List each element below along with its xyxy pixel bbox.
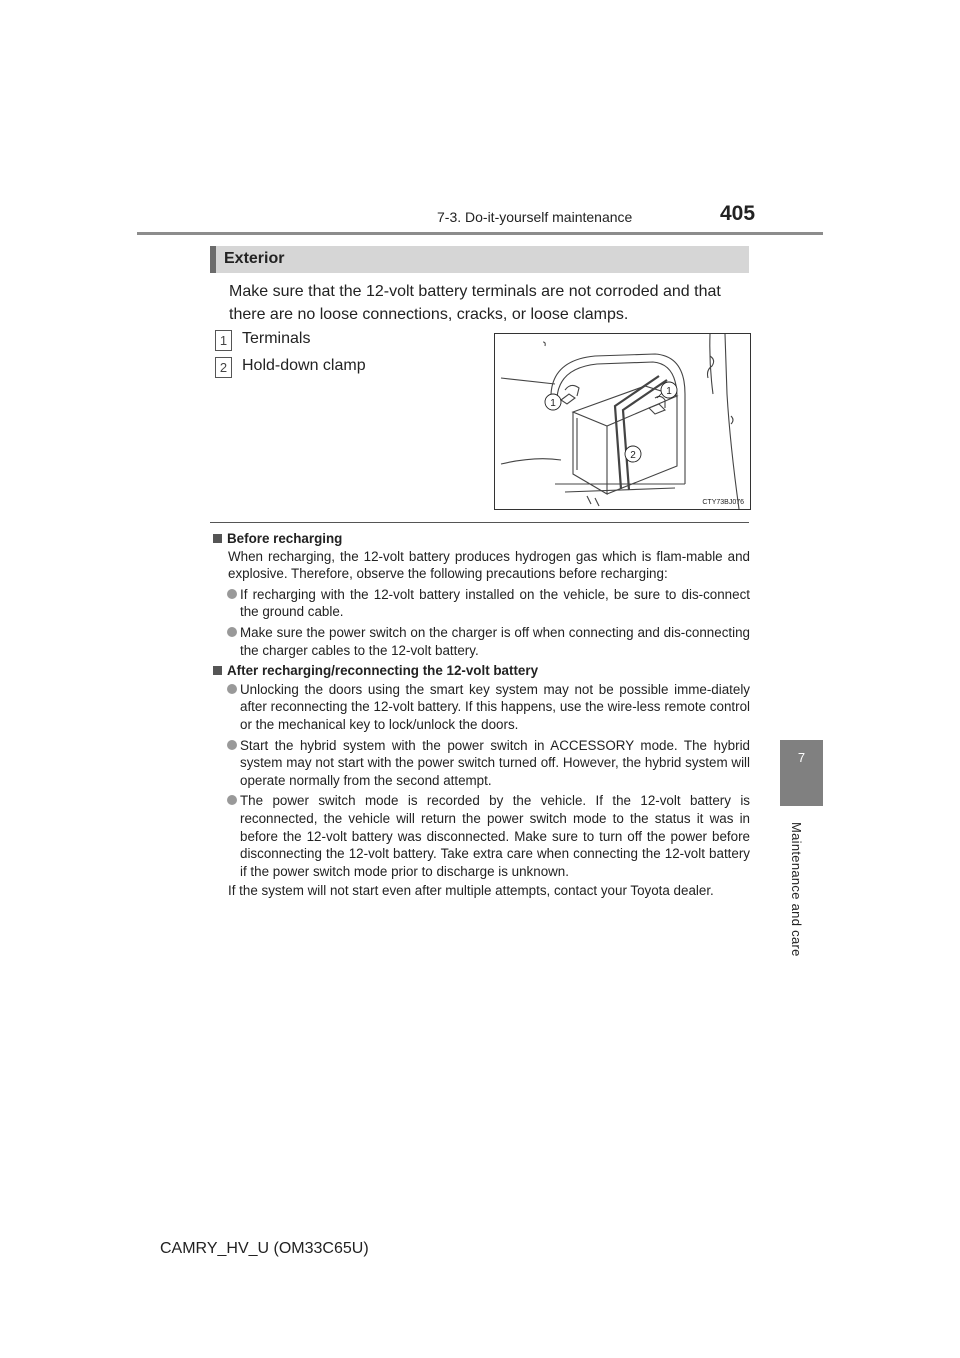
before-bullet-2: Make sure the power switch on the charger is off when connecting and dis-connecting the charger cables to the 12-volt battery. [213,624,750,659]
legend-number-1: 1 [215,330,232,351]
battery-illustration [494,333,751,510]
exterior-intro: Make sure that the 12-volt battery terminals are not corroded and that there are no loose connections, cracks, or loose clamps. [229,283,721,323]
header-rule [137,232,823,235]
section-separator [210,522,749,523]
chapter-number: 7 [797,750,806,765]
callout-1-right-label: 1 [666,386,672,397]
legend-number-2: 2 [215,357,232,378]
exterior-heading-bar [210,246,749,273]
legend-terminals: Terminals [242,330,311,347]
after-recharging-heading: After recharging/reconnecting the 12-volt battery [213,662,750,680]
page-number: 405 [720,202,756,225]
figure-code: CTY73BJ076 [702,499,744,506]
closing-text: If the system will not start even after multiple attempts, contact your Toyota dealer. [228,883,714,899]
before-bullet-1: If recharging with the 12-volt battery installed on the vehicle, be sure to dis-connect the ground cable. [213,586,750,621]
bullet-icon [227,740,237,750]
heading-marker [210,246,216,273]
callout-2-label: 2 [630,450,636,461]
bullet-icon [227,684,237,694]
before-recharging-text: When recharging, the 12-volt battery produces hydrogen gas which is flam-mable and explosive. Therefore, observe the following precautions before recharging: [228,548,750,582]
callout-1-left-label: 1 [550,398,556,409]
bullet-icon [227,589,237,599]
exterior-heading: Exterior [224,250,285,267]
bullet-icon [227,627,237,637]
after-bullet-3: The power switch mode is recorded by the vehicle. If the 12-volt battery is reconnected, the vehicle will return the power switch mode to the status it was in before the 12-volt battery was disconnected. Make sure to turn off the power before disconnecting the 12-volt battery. Take extra care when connecting the 12-volt battery if the power switch mode prior to discharge is unknown. [213,792,750,880]
section-title: 7-3. Do-it-yourself maintenance [437,209,633,225]
model-code: CAMRY_HV_U (OM33C65U) [160,1240,369,1257]
notes-section [213,528,750,900]
chapter-label: Maintenance and care [789,822,804,957]
after-bullet-2: Start the hybrid system with the power switch in ACCESSORY mode. The hybrid system may not start with the power switch turned off. However, the hybrid system will operate normally from the second attempt. [213,737,750,790]
before-recharging-heading: Before recharging [213,530,750,548]
legend-hold-down-clamp: Hold-down clamp [242,357,366,374]
after-bullet-1: Unlocking the doors using the smart key system may not be possible imme-diately after reconnecting the 12-volt battery. If this happens, use the wire-less remote control or the mechanical key to lock/unlock the doors. [213,681,750,734]
bullet-icon [227,795,237,805]
battery-drawing [495,334,750,509]
